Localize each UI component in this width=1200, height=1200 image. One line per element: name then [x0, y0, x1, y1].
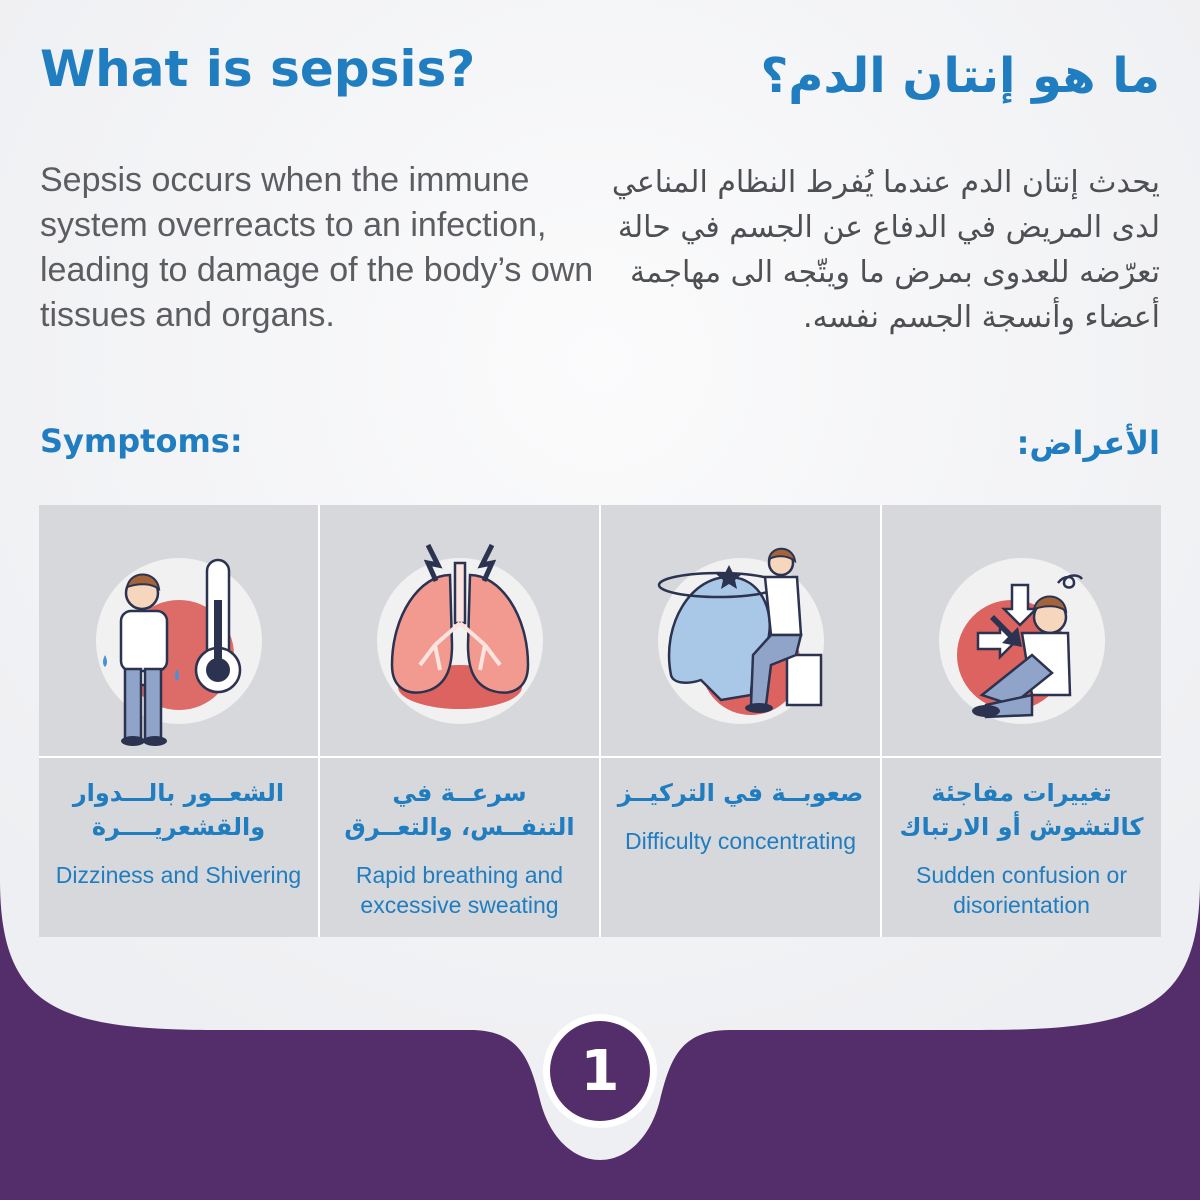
symptom-label-ar: صعوبــة في التركيــز [617, 779, 864, 807]
symptom-label-ar: الشعــور بالـــدوار والقشعريــــرة [72, 779, 285, 841]
confused-person-arrows-icon [882, 505, 1161, 756]
symptom-label-en: Dizziness and Shivering [55, 862, 302, 888]
page-title-ar: ما هو إنتان الدم؟ [760, 48, 1160, 104]
symptom-text-panel [882, 758, 1161, 937]
symptom-illustration-panel [882, 505, 1161, 756]
difficulty-concentrating-head-icon [601, 505, 880, 756]
symptom-label-en: Rapid breathing and excessive sweating [355, 862, 564, 918]
symptom-illustration-panel [601, 505, 880, 756]
symptoms-grid [39, 505, 1161, 937]
page-number: 1 [550, 1021, 650, 1121]
symptom-text-panel [320, 758, 599, 937]
symptom-card-dizziness [39, 505, 318, 937]
symptoms-heading-ar: الأعراض: [1016, 424, 1160, 462]
symptom-text-panel [601, 758, 880, 937]
symptom-card-rapid-breathing [320, 505, 599, 937]
page-number-badge [543, 1014, 657, 1128]
symptom-label-ar: سرعــة في التنفــس، والتعــرق [344, 779, 575, 841]
symptom-illustration-panel [320, 505, 599, 756]
symptoms-heading-en: Symptoms: [40, 422, 243, 460]
symptom-text-panel [39, 758, 318, 937]
page-title-en: What is sepsis? [40, 40, 476, 98]
symptom-label-ar: تغييرات مفاجئة كالتشوش أو الارتباك [899, 779, 1144, 841]
lungs-icon [320, 505, 599, 756]
symptom-card-difficulty-concentrating [601, 505, 880, 937]
intro-paragraph-ar: يحدث إنتان الدم عندما يُفرط النظام المناعي لدى المريض في الدفاع عن الجسم في حالة تعرّضه للعدوى بمرض ما ويتّجه الى مهاجمة أعضاء وأنسجة الجسم نفسه. [611, 165, 1160, 335]
symptom-illustration-panel [39, 505, 318, 756]
symptom-label-en: Difficulty concentrating [625, 828, 856, 854]
symptom-card-sudden-confusion [882, 505, 1161, 937]
dizzy-shivering-person-thermometer-icon [39, 505, 318, 756]
symptom-label-en: Sudden confusion or disorientation [916, 862, 1127, 918]
intro-paragraph-en: Sepsis occurs when the immune system overreacts to an infection, leading to damage of the body’s own tissues and organs. [40, 161, 594, 334]
